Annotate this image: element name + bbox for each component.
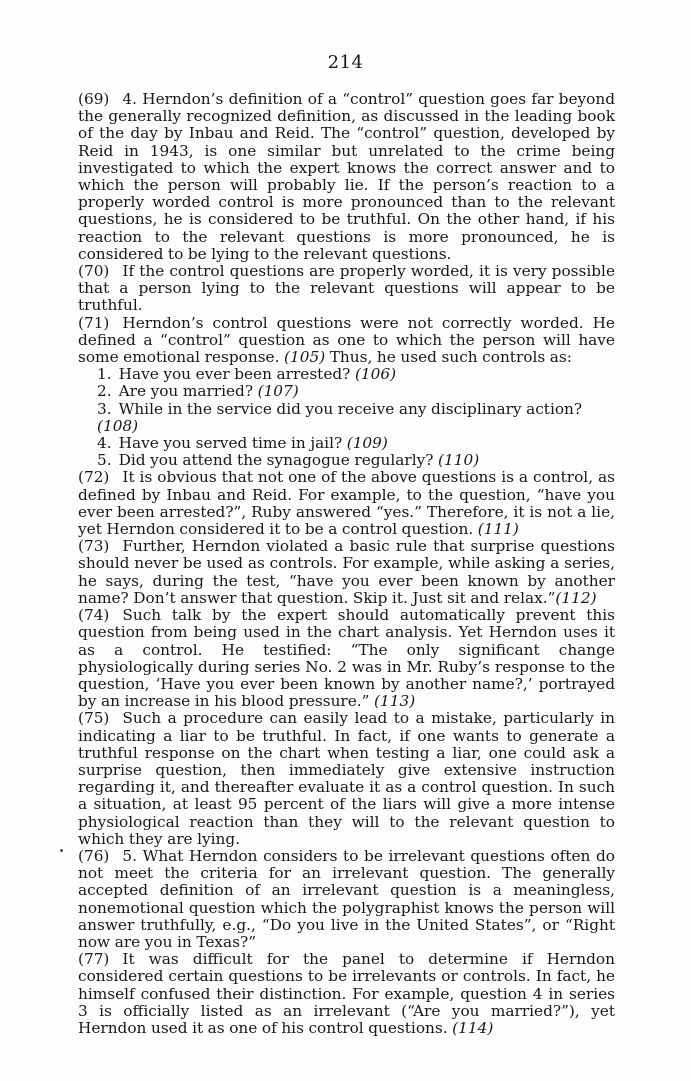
list-item <box>78 435 615 452</box>
paragraph-text: Further, Herndon violated a basic rule that surprise questions should never be used as controls. For example, while asking a series, he says, during the test, “have you ever been known by another name? Don’t answer that question. Skip it. Just sit and relax.” <box>78 537 615 607</box>
list-item-number: 3. <box>97 399 112 418</box>
paragraph-text: While in the service did you receive any disciplinary action? <box>118 399 583 418</box>
paragraph-label: (71) <box>78 313 110 332</box>
citation-ref: (114) <box>452 1018 494 1037</box>
citation-ref: (108) <box>97 416 139 435</box>
paragraph-text: Such talk by the expert should automatically prevent this question from being used in the chart analysis. Yet Herndon uses it as a control. He testified: “The only significant change physiologically during series No. 2 was in Mr. Ruby’s response to the question, ‘Have you ever been known by another name?,’ portrayed by an increase in his blood pressure.” <box>78 606 615 711</box>
paragraph <box>78 710 615 848</box>
list-item-number: 5. <box>97 451 112 470</box>
paragraph-label: (69) <box>78 90 110 108</box>
paragraph-label: (74) <box>78 606 110 625</box>
list-item <box>78 366 615 383</box>
paragraph-text: It was difficult for the panel to determine if Herndon considered certain questions to be irrelevants or controls. In fact, he himself confused their distinction. For example, question 4 in series 3 is officially listed as an irrelevant (“Are you married?”), yet Herndon used it as one of his control questions. <box>78 950 615 1037</box>
list-item <box>78 452 615 469</box>
paragraph <box>78 315 615 367</box>
paragraph <box>78 469 615 538</box>
paragraph-text: Have you served time in jail? <box>118 434 347 453</box>
scan-speck <box>60 849 63 852</box>
text-block <box>78 91 615 1037</box>
paragraph-label: (73) <box>78 537 110 556</box>
paragraph-text: Have you ever been arrested? <box>118 365 355 384</box>
paragraph <box>78 848 615 951</box>
paragraph <box>78 538 615 607</box>
list-item-number: 2. <box>97 382 112 401</box>
citation-ref: (107) <box>257 382 299 401</box>
citation-ref: (109) <box>346 434 388 453</box>
list-item <box>78 383 615 400</box>
page-number: 214 <box>327 52 364 73</box>
paragraph <box>78 607 615 710</box>
paragraph-label: (77) <box>78 950 110 969</box>
paragraph <box>78 263 615 315</box>
paragraph <box>78 91 615 263</box>
paragraph-text: 5. What Herndon considers to be irrelevant questions often do not meet the criteria for an irrelevant question. The generally accepted definition of an irrelevant question is a meaningless, nonemotional question which the polygraphist knows the person will answer truthfully, e.g., “Do you live in the United States”, or “Right now are you in Texas?” <box>78 846 615 951</box>
paragraph-text: Herndon’s control questions were not correctly worded. He defined a “control” question as one to which the person will have some emotional response. <box>78 313 615 367</box>
paragraph-label: (70) <box>78 262 110 281</box>
list-item <box>78 401 615 435</box>
paragraph-label: (75) <box>78 709 110 728</box>
citation-ref: (112) <box>555 588 597 607</box>
paragraph-label: (76) <box>78 846 110 865</box>
list-item-number: 4. <box>97 434 112 453</box>
citation-ref: (111) <box>477 520 519 539</box>
paragraph-text: It is obvious that not one of the above questions is a control, as defined by Inbau and Reid. For example, to the question, “have you ever been arrested?”, Ruby answered “yes.” Therefore, it is not a lie, yet Herndon considered it to be a control question. <box>78 468 615 539</box>
citation-ref: (106) <box>354 365 397 384</box>
citation-ref: (105) <box>284 348 326 367</box>
paragraph-text: If the control questions are properly worded, it is very possible that a person lying to the relevant questions will appear to be truthful. <box>78 262 615 315</box>
paragraph-text: Such a procedure can easily lead to a mistake, particularly in indicating a liar to be truthful. In fact, if one wants to generate a truthful response on the chart when testing a liar, one could ask a surprise question, then immediately give extensive instruction regarding it, and thereafter evaluate it as a control question. In such a situation, at least 95 percent of the liars will give a more intense physiological reaction than they will to the relevant question to which they are lying. <box>78 709 615 848</box>
citation-ref: (110) <box>438 451 480 470</box>
paragraph-text: Thus, he used such controls as: <box>325 348 572 367</box>
paragraph <box>78 951 615 1037</box>
list-item-number: 1. <box>97 365 112 384</box>
paragraph-label: (72) <box>78 468 110 487</box>
paragraph-text: Did you attend the synagogue regularly? <box>118 451 439 470</box>
paragraph-text: Are you married? <box>118 382 258 401</box>
paragraph-text: 4. Herndon’s definition of a “control” question goes far beyond the generally recognized definition, as discussed in the leading book of the day by Inbau and Reid. The “control” question, developed by Reid in 1943, is one similar but unrelated to the crime being investigated to which the expert knows the correct answer and to which the person will probably lie. If the person’s reaction to a properly worded control is more pronounced than to the relevant questions, he is considered to be truthful. On the other hand, if his reaction to the relevant questions is more pronounced, he is considered to be lying to the relevant questions. <box>78 90 615 263</box>
citation-ref: (113) <box>374 692 416 711</box>
